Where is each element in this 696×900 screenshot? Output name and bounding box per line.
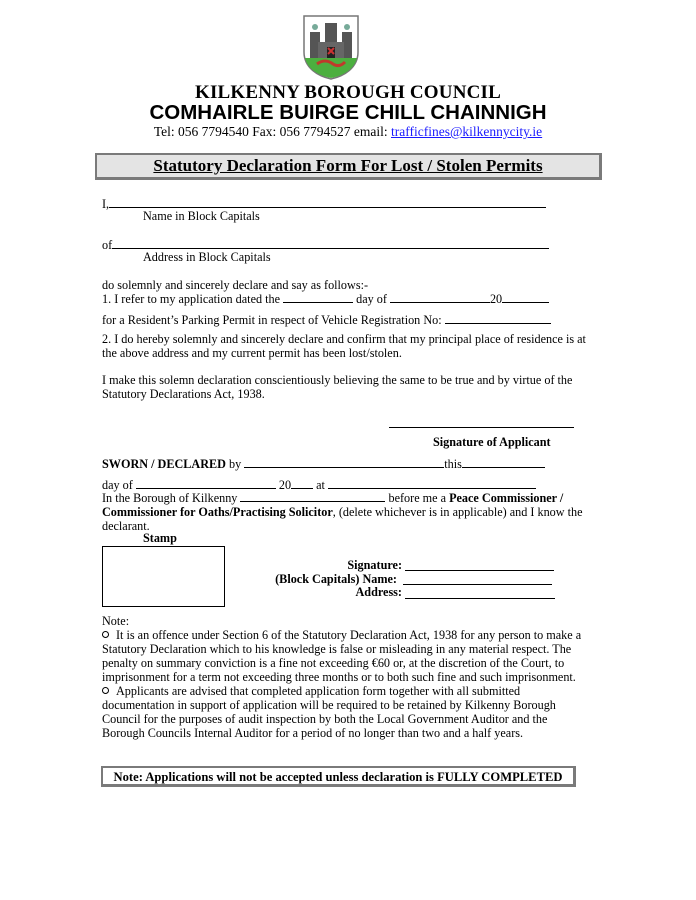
sworn-year-field[interactable] — [291, 477, 313, 489]
note-2-text: Applicants are advised that completed application form together with all submitted documentation in support of application will be required to be retained by Kilkenny Borough Council for the purposes of audit inspection by both the Local Government Auditor and the Borough Councils Internal Auditor for a period of no longer than two and a half years. — [102, 684, 556, 740]
item1-row — [102, 291, 549, 306]
address-caption: Address in Block Capitals — [143, 250, 271, 264]
application-day-field[interactable] — [283, 291, 353, 303]
before-me-text: before me a — [388, 491, 447, 505]
name-prefix: I, — [102, 197, 110, 211]
council-name-irish: COMHAIRLE BUIRGE CHILL CHAINNIGH — [149, 101, 547, 124]
sworn-at: at — [316, 478, 325, 492]
note-2 — [102, 684, 592, 740]
application-year-field[interactable] — [502, 291, 549, 303]
commissioner-signature-label: Signature: — [347, 558, 402, 572]
declaration-conscience: I make this solemn declaration conscientiously believing the same to be true and by virtue of the Statutory Declarations Act, 1938. — [102, 373, 573, 401]
sworn-row — [102, 456, 545, 471]
sworn-borough-paragraph — [102, 490, 592, 533]
council-crest-icon — [302, 14, 360, 80]
email-link[interactable]: trafficfines@kilkennycity.ie — [391, 124, 543, 139]
final-notice-text: Note: Applications will not be accepted unless declaration is FULLY COMPLETED — [113, 770, 563, 784]
name-caption: Name in Block Capitals — [143, 209, 260, 223]
signature-of-applicant-caption: Signature of Applicant — [433, 435, 551, 449]
commissioner-address-label: Address: — [355, 585, 402, 599]
item1-year-prefix: 20 — [489, 292, 503, 306]
final-notice-box — [101, 766, 576, 787]
bullet-icon — [102, 631, 109, 638]
vehicle-registration-label: for a Resident’s Parking Permit in respect of Vehicle Registration No: — [102, 313, 442, 327]
commissioner-name-field[interactable] — [403, 584, 552, 585]
sworn-location-field[interactable] — [328, 477, 536, 489]
borough-text: In the Borough of Kilkenny — [102, 491, 238, 505]
commissioner-text-2: Commissioner for Oaths/Practising Solicitor — [102, 505, 333, 519]
contact-phone-fax: Tel: 056 7794540 Fax: 056 7794527 email: — [153, 124, 392, 139]
item1-text-b: day of — [356, 292, 387, 306]
sworn-label: SWORN / DECLARED — [102, 457, 226, 471]
commissioner-address-field[interactable] — [405, 598, 555, 599]
sworn-year-prefix: 20 — [278, 478, 292, 492]
contact-line — [0, 124, 696, 140]
name-field[interactable] — [109, 196, 546, 208]
sworn-this-field[interactable] — [462, 456, 545, 468]
stamp-label: Stamp — [143, 531, 177, 545]
vehicle-registration-field[interactable] — [445, 312, 551, 324]
sworn-this: this — [444, 457, 462, 471]
application-month-field[interactable] — [390, 291, 490, 303]
borough-field[interactable] — [240, 490, 385, 502]
applicant-signature-field[interactable] — [389, 427, 574, 428]
bullet-icon — [102, 687, 109, 694]
sworn-by-field[interactable] — [244, 456, 444, 468]
note-1-text: It is an offence under Section 6 of the Statutory Declaration Act, 1938 for any person to make a Statutory Declaration which to his knowledge is false or misleading in any material respect. The penalty on summary conviction is a fine not exceeding €60 or, at the discretion of the Court, to imprisonment for a term not exceeding three months or to both such fine and such imprisonment. — [102, 628, 582, 684]
note-1 — [102, 628, 592, 684]
item1-line2 — [102, 312, 551, 327]
item1-text-a: 1. I refer to my application dated the — [102, 292, 281, 306]
sworn-day-field[interactable] — [136, 477, 276, 489]
commissioner-signature-field[interactable] — [405, 570, 554, 571]
form-title-box — [95, 153, 602, 180]
declarant-text: declarant. — [102, 519, 150, 533]
declaration-item2: 2. I do hereby solemnly and sincerely declare and confirm that my principal place of residence is at the above address and my current permit has been lost/stolen. — [102, 332, 586, 360]
commissioner-text-1: Peace Commissioner / — [449, 491, 564, 505]
notes-heading: Note: — [102, 614, 130, 628]
delete-note-text: , (delete whichever is in applicable) and I know the — [332, 505, 583, 519]
sworn-day-of: day of — [102, 478, 133, 492]
address-field[interactable] — [112, 237, 549, 249]
council-name-english: KILKENNY BOROUGH COUNCIL — [194, 82, 502, 103]
sworn-by: by — [228, 457, 242, 471]
form-title: Statutory Declaration Form For Lost / Stolen Permits — [153, 156, 543, 175]
address-prefix: of — [102, 238, 113, 252]
declaration-intro: do solemnly and sincerely declare and say as follows:- — [102, 278, 369, 292]
commissioner-name-label: (Block Capitals) Name: — [275, 572, 397, 586]
stamp-box — [102, 546, 225, 607]
